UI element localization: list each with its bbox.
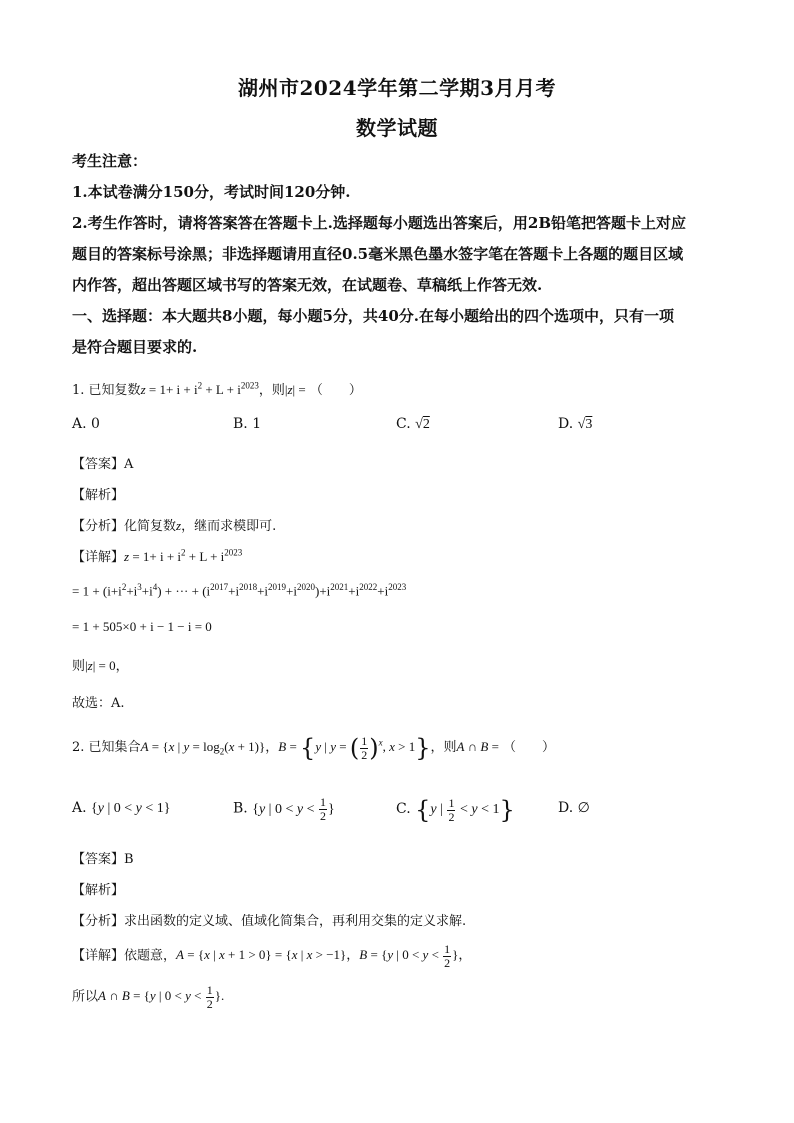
formula: z [140,382,146,397]
formula: {y | 0 < y < 1} [91,801,171,816]
answer-value: B [124,852,134,867]
option-d: D. ∅ [558,800,590,816]
formula: {y | $\frac{1}{2}$ < y < 1} [415,795,515,824]
notice-item-2-line1: 2.考生作答时，请将答案答在答题卡上.选择题每小题选出答案后，用2B铅笔把答题卡上对应 [72,214,687,232]
analysis-tag: 【解析】 [72,488,125,503]
formula: √3 [577,417,593,432]
fenxi-text: 化简复数 [124,519,177,534]
solution-step-1: = $1 + (i+i^2+i^3+i^4)$ + ··· + $(i^{2017}+i^{2018}+i^{2019}+i^{2020})+i^{2021}+i^{2022}+i^{2023}$ [72,582,407,599]
formula: {y | 0 < y < $\frac{1}{2}$ } [252,795,335,823]
xiangjie-line [72,546,242,565]
option-label: D. [558,416,574,432]
fenxi-tag: 【分析】 [72,914,125,929]
notice-heading: 考生注意： [72,152,148,170]
question-stem-text: 已知复数 [88,383,141,398]
answer-bracket: （ ） [503,739,556,755]
answer-line [72,848,134,867]
fenxi-text: ，继而求模即可. [181,519,277,534]
option-label: B. [233,800,248,817]
formula: = $1+ i + i^2 + L + i^{2023}$ [129,547,243,564]
option-c [396,416,430,433]
xiangjie-text: 依题意， [124,948,177,964]
formula: A = {x | $y = \log_2(x + 1)$}，B = {y | y = ( $\frac{1}{2}$ )$^x$, x > 1} [140,733,431,762]
question-2-stem [72,734,555,762]
option-a [72,800,171,817]
fenxi-line [72,910,466,929]
analysis-tag: 【解析】 [72,883,125,898]
answer-bracket: （ ） [309,383,362,398]
choose-line: 故选：A. [72,696,125,711]
formula: A ∩ B = {y | 0 < y < $\frac{1}{2}$ }. [98,983,225,1011]
formula: A = {x | x + 1 > 0} = {x | x > −1}，B = {y | 0 < y < $\frac{1}{2}$ }， [176,942,472,970]
question-number: 2. [72,739,85,755]
option-b: B. 1 [233,416,262,432]
formula: z [124,549,130,564]
option-label: C. [396,416,411,432]
question-1-stem [72,379,362,398]
solution-step-2: = 1 + 505×0 + i − 1 − i = 0 [72,619,212,634]
question-stem-text: ，则 [430,739,457,755]
solution-result [72,655,129,674]
then-text: 则 [72,659,86,674]
punctuation: ， [115,659,129,674]
option-b [233,796,335,823]
question-stem-text: ，则 [258,383,285,398]
xiangjie-tag: 【详解】 [72,948,125,964]
formula: √2 [415,417,430,432]
option-label: C. [396,801,411,818]
answer-tag: 【答案】 [72,457,125,472]
option-a: A. 0 [72,416,100,432]
answer-tag: 【答案】 [72,852,125,867]
formula: |z| = 0 [85,658,116,673]
so-text: 所以 [72,989,99,1005]
option-c [396,796,515,824]
option-label: A. [72,800,87,816]
section-1-heading-line2: 是符合题目要求的. [72,338,198,356]
xiangjie-line [72,943,471,970]
notice-item-2-line3: 内作答，超出答题区域书写的答案无效，在试题卷、草稿纸上作答无效. [72,276,543,294]
formula: A ∩ B = [456,738,499,754]
formula: z [176,518,182,533]
fenxi-text: 求出函数的定义域、值域化简集合，再利用交集的定义求解. [124,914,467,929]
formula: |z| = [284,382,306,397]
answer-line [72,453,133,472]
question-stem-text: 已知集合 [88,739,141,755]
fenxi-tag: 【分析】 [72,519,125,534]
section-1-heading-line1: 一、选择题：本大题共8小题，每小题5分，共40分.在每小题给出的四个选项中，只有一项 [72,307,674,325]
conclusion-line [72,984,224,1011]
question-number: 1. [72,383,85,398]
fenxi-line [72,515,276,534]
notice-item-2-line2: 题目的答案标号涂黑；非选择题请用直径0.5毫米黑色墨水签字笔在答题卡上各题的题目区域 [72,245,684,263]
notice-item-1: 1.本试卷满分150分，考试时间120分钟. [72,183,351,201]
exam-title: 湖州市2024学年第二学期3月月考 [237,76,557,100]
formula: = $1+ i + i^2 + L + i^{2023}$ [145,380,259,397]
xiangjie-tag: 【详解】 [72,550,125,565]
answer-value: A [124,457,134,472]
exam-subtitle: 数学试题 [356,116,438,140]
option-d [558,416,592,433]
